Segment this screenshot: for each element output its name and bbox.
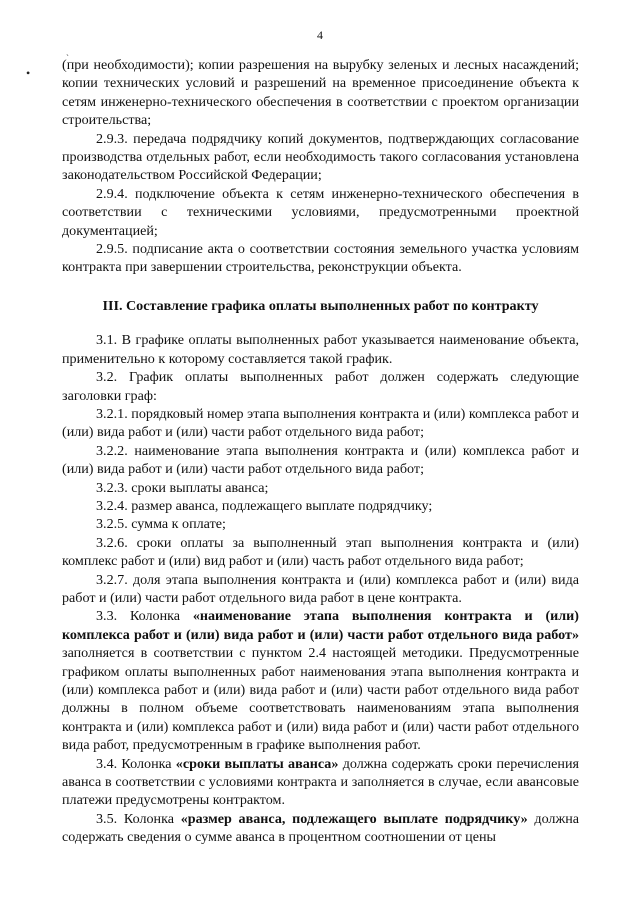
paragraph-3-3 [62, 607, 579, 754]
document-body [62, 56, 579, 847]
paragraph-continuation: (при необходимости); копии разрешения на вырубку зеленых и лесных насаждений; копии технических условий и разрешений на временное присоединение объекта к сетям инженерно-технического обеспечения в соответствии с проектом организации строительства; [62, 57, 579, 129]
paragraph-3-3-text: заполняется в соответствии с пунктом 2.4 настоящей методики. Предусмотренные графиком оплаты выполненных работ наименования этапа выполнения контракта и (или) комплекса работ и (или) вида работ и (или) части работ отдельного вида работ должны в полном объеме соответствовать наименованиям этапа выполнения контракта и (или) комплекса работ и (или) вида работ и (или) части работ отдельного вида работ, предусмотренным в графике выполнения работ. [62, 645, 579, 754]
paragraph-3-2-6: 3.2.6. сроки оплаты за выполненный этап выполнения контракта и (или) комплекс работ и (или) вид работ и (или) часть работ отдельного вида работ; [62, 534, 579, 570]
paragraph-3-3-lead: 3.3. Колонка [96, 608, 193, 625]
paragraph-3-2-5: 3.2.5. сумма к оплате; [96, 516, 226, 533]
paragraph-2-9-3: 2.9.3. передача подрядчику копий документов, подтверждающих согласование производства отдельных работ, если необходимость такого согласования установлена законодательством Российской Федерации; [62, 130, 579, 184]
paragraph-3-4-lead: 3.4. Колонка [96, 755, 176, 772]
paragraph-3-2-2: 3.2.2. наименование этапа выполнения контракта и (или) комплекса работ и (или) вида работ и (или) части работ отдельного вида работ; [62, 442, 579, 478]
paragraph-3-2-3: 3.2.3. сроки выплаты аванса; [96, 479, 269, 496]
scan-mark: ˎ [66, 46, 69, 56]
paragraph-3-4-text: должна содержать сроки перечисления аванса в соответствии с условиями контракта и заполняется в случае, если авансовые платежи предусмотрены контрактом. [62, 755, 579, 809]
paragraph-2-9-5: 2.9.5. подписание акта о соответствии состояния земельного участка условиям контракта при завершении строительства, реконструкции объекта. [62, 241, 579, 276]
paragraph-3-4 [62, 755, 579, 810]
paragraph-3-2-7: 3.2.7. доля этапа выполнения контракта и (или) комплекса работ и (или) вида работ и (или) части работ отдельного вида работ в цене контракта. [62, 571, 579, 606]
paragraph-2-9-4: 2.9.4. подключение объекта к сетям инженерно-технического обеспечения в соответствии с техническими условиями, предусмотренными проектной документацией; [62, 185, 579, 239]
section-heading: III. Составление графика оплаты выполненных работ по контракту [102, 297, 539, 314]
paragraph-3-2-1: 3.2.1. порядковый номер этапа выполнения контракта и (или) комплекса работ и (или) вида работ и (или) части работ отдельного вида работ; [62, 405, 579, 441]
paragraph-3-2: 3.2. График оплаты выполненных работ должен содержать следующие заголовки граф: [62, 369, 579, 404]
scan-dot: • [26, 66, 31, 80]
paragraph-3-4-column-name: «сроки выплаты аванса» [175, 755, 339, 772]
paragraph-3-5-column-name: «размер аванса, подлежащего выплате подрядчику» [180, 810, 528, 827]
paragraph-3-1: 3.1. В графике оплаты выполненных работ указывается наименование объекта, применительно к которому составляется такой график. [62, 332, 579, 367]
page-number: 4 [317, 28, 323, 42]
paragraph-3-3-column-name: «наименование этапа выполнения контракта и (или) комплекса работ и (или) вида работ и (или) части работ отдельного вида работ» [62, 608, 579, 643]
paragraph-3-5-text: должна содержать сведения о сумме аванса в процентном соотношении от цены [62, 810, 579, 846]
paragraph-3-2-4: 3.2.4. размер аванса, подлежащего выплате подрядчику; [96, 497, 433, 514]
paragraph-3-5-lead: 3.5. Колонка [96, 810, 181, 827]
paragraph-3-5 [62, 810, 579, 847]
